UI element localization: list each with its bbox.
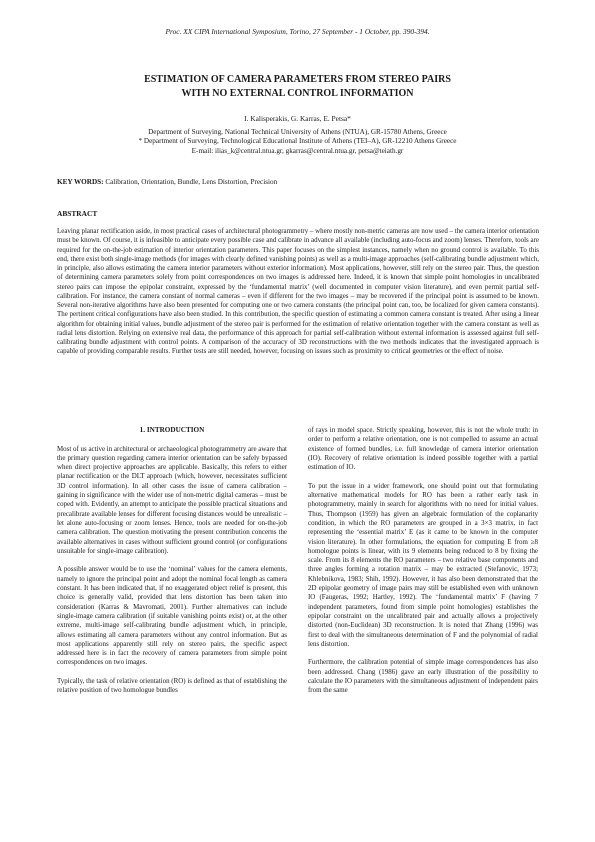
- paper-title: [60, 73, 535, 101]
- abstract-heading: ABSTRACT: [57, 209, 98, 218]
- author-list: I. Kalisperakis, G. Karras, E. Petsa*: [244, 114, 351, 123]
- keywords-label: KEY WORDS:: [57, 178, 104, 186]
- keywords-text: Calibration, Orientation, Bundle, Lens Distortion, Precision: [103, 178, 278, 186]
- left-paragraph-2: A possible answer would be to use the ‘nominal’ values for the camera elements, namely to ignore the principal point and adopt the nominal focal length as camera constant. It has been indicated that, if no exaggerated object relief is present, this choice is generally valid, provided that lens distortion has been taken into consideration (Karras & Mavromati, 2001). Further alternatives can include single-image camera calibration (if suitable vanishing points exist) or, at the other extreme, multi-image self-calibrating bundle adjustment which, in principle, allows estimating all camera parameters without any control information. But as most applications apparently still rely on stereo pairs, the specific aspect addressed here is in fact the recovery of camera parameters from simple point correspondences on two images.: [57, 565, 287, 667]
- affiliation-1: Department of Surveying, National Technical University of Athens (NTUA), GR-15780 Athens, Greece: [148, 128, 447, 136]
- right-paragraph-3: Furthermore, the calibration potential of simple image correspondences has also been addressed. Chang (1986) gave an early illustration of the possibility to calculate the IO parameters with the simultaneous adjustment of independent pairs from the same: [308, 658, 538, 695]
- left-column: [57, 426, 287, 705]
- keywords: [57, 178, 538, 186]
- abstract-text: Leaving planar rectification aside, in most practical cases of architectural photogrammetry – where mostly non-metric cameras are now used – the camera interior orientation must be known. Of course, it is infeasible to anticipate every possible case and calibrate in advance all available (including auto-focus and zoom) lenses. Therefore, tools are required for the on-the-job estimation of interior orientation parameters. This paper focuses on the simplest instances, namely when no ground control is available. To this end, there exist both single-image methods (for images with clearly defined vanishing points) as well as a multi-image approaches (self-calibrating bundle adjustment which, in principle, also allows estimating the camera interior parameters without exterior information). Most applications, however, still rely on the stereo pair. Thus, the question of determining camera parameters solely from point correspondences on two images is addressed here. Indeed, it is known that simple point homologies in uncalibrated stereo pairs can impose the epipolar constraint, expressed by the ‘fundamental matrix’ (well documented in computer vision literature), and even permit partial self-calibration. For instance, the camera constant of normal cameras – even if different for the two images – may be recovered if the principal point is assumed to be known. Several non-iterative algorithms have also been presented for computing one or two camera constants (the principal point can, too, be localized for given camera constants). The pertinent critical configurations have also been studied. In this contribution, the specific question of estimating a common camera constant is treated. After using a linear algorithm for obtaining initial values, bundle adjustment of the stereo pair is performed for the estimation of relative orientation together with the camera constant as well as radial lens distortion. Relying on extensive real data, the performance of this approach for partial self-calibration without external information is assessed against full self-calibrating bundle adjustment with control points. A comparison of the accuracy of 3D reconstructions with the two methods indicates that the investigated approach is capable of providing comparable results. Further tests are still needed, however, focusing on issues such as proximity to critical geometries or the effect of noise.: [57, 227, 539, 356]
- title-line-2: WITH NO EXTERNAL CONTROL INFORMATION: [181, 88, 414, 99]
- right-column: [308, 426, 538, 705]
- right-paragraph-2: To put the issue in a wider framework, one should point out that formulating alternative mathematical models for RO has been a rather early task in photogrammetry, mainly in search for algorithms with no need for initial values. Thus, Thompson (1959) has given an algebraic formulation of the coplanarity condition, in which the RO parameters are grouped in a 3×3 matrix, in fact representing the ‘essential matrix’ E (as it came to be known in the computer vision literature). In other formulations, the equation for computing E from ≥8 homologue points is linear, with its 9 elements being reduced to 8 by fixing the scale. From its 8 elements the RO parameters – two relative base components and three angles forming a rotation matrix – may be extracted (Stefanovic, 1973; Khlebnikova, 1983; Shih, 1992). However, it has also been demonstrated that the 2D epipolar geometry of image pairs may still be established even with unknown IO (Faugeras, 1992; Hartley, 1992). The ‘fundamental matrix’ F (having 7 independent parameters, found from simple point homologies) establishes the epipolar constraint on the uncalibrated pair and actually allows a projectively distorted (non-Euclidean) 3D reconstruction. It is noted that Zhang (1996) was first to deal with the simultaneous determination of F and the polynomial of radial lens distortion.: [308, 481, 538, 648]
- left-paragraph-1: Most of us active in architectural or archaeological photogrammetry are aware that the primary question regarding camera interior orientation can be safely bypassed when direct projective approaches are applicable. Basically, this refers to either planar rectification or the DLT approach (which, however, necessitates sufficient 3D control information). In all other cases the issue of camera calibration – gaining in significance with the wider use of non-metric digital cameras – must be coped with. Evidently, an attempt to anticipate the possible practical situations and precalibrate available lenses for different focusing distances would be unrealistic – let alone auto-focusing or zoom lenses. Hence, tools are needed for on-the-job camera calibration. The question motivating the present contribution concerns the available alternatives in cases without sufficient ground control (or configurations unsuitable for single-image calibration).: [57, 444, 287, 555]
- left-paragraph-3: Typically, the task of relative orientation (RO) is defined as that of establishing the relative position of two homologue bundles: [57, 677, 287, 695]
- proceedings-header: Proc. XX CIPA International Symposium, Torino, 27 September - 1 October, pp. 390-394.: [165, 27, 430, 36]
- email-line: E-mail: ilias_k@central.ntua.gr, gkarras@central.ntua.gr, petsa@teiath.gr: [191, 146, 404, 155]
- section-heading-introduction: 1. INTRODUCTION: [139, 426, 205, 434]
- right-paragraph-1: of rays in model space. Strictly speaking, however, this is not the whole truth: in order to perform a relative orientation, one is not compelled to assume an actual existence of formed bundles, i.e. full knowledge of camera interior orientation (IO). Recovery of relative orientation is indeed possible together with a partial estimation of IO.: [308, 426, 538, 472]
- title-line-1: ESTIMATION OF CAMERA PARAMETERS FROM STEREO PAIRS: [144, 74, 451, 85]
- affiliation-2: * Department of Surveying, Technological Educational Institute of Athens (TEI–A), GR-12210 Athens Greece: [138, 137, 457, 146]
- affiliations: [0, 128, 595, 156]
